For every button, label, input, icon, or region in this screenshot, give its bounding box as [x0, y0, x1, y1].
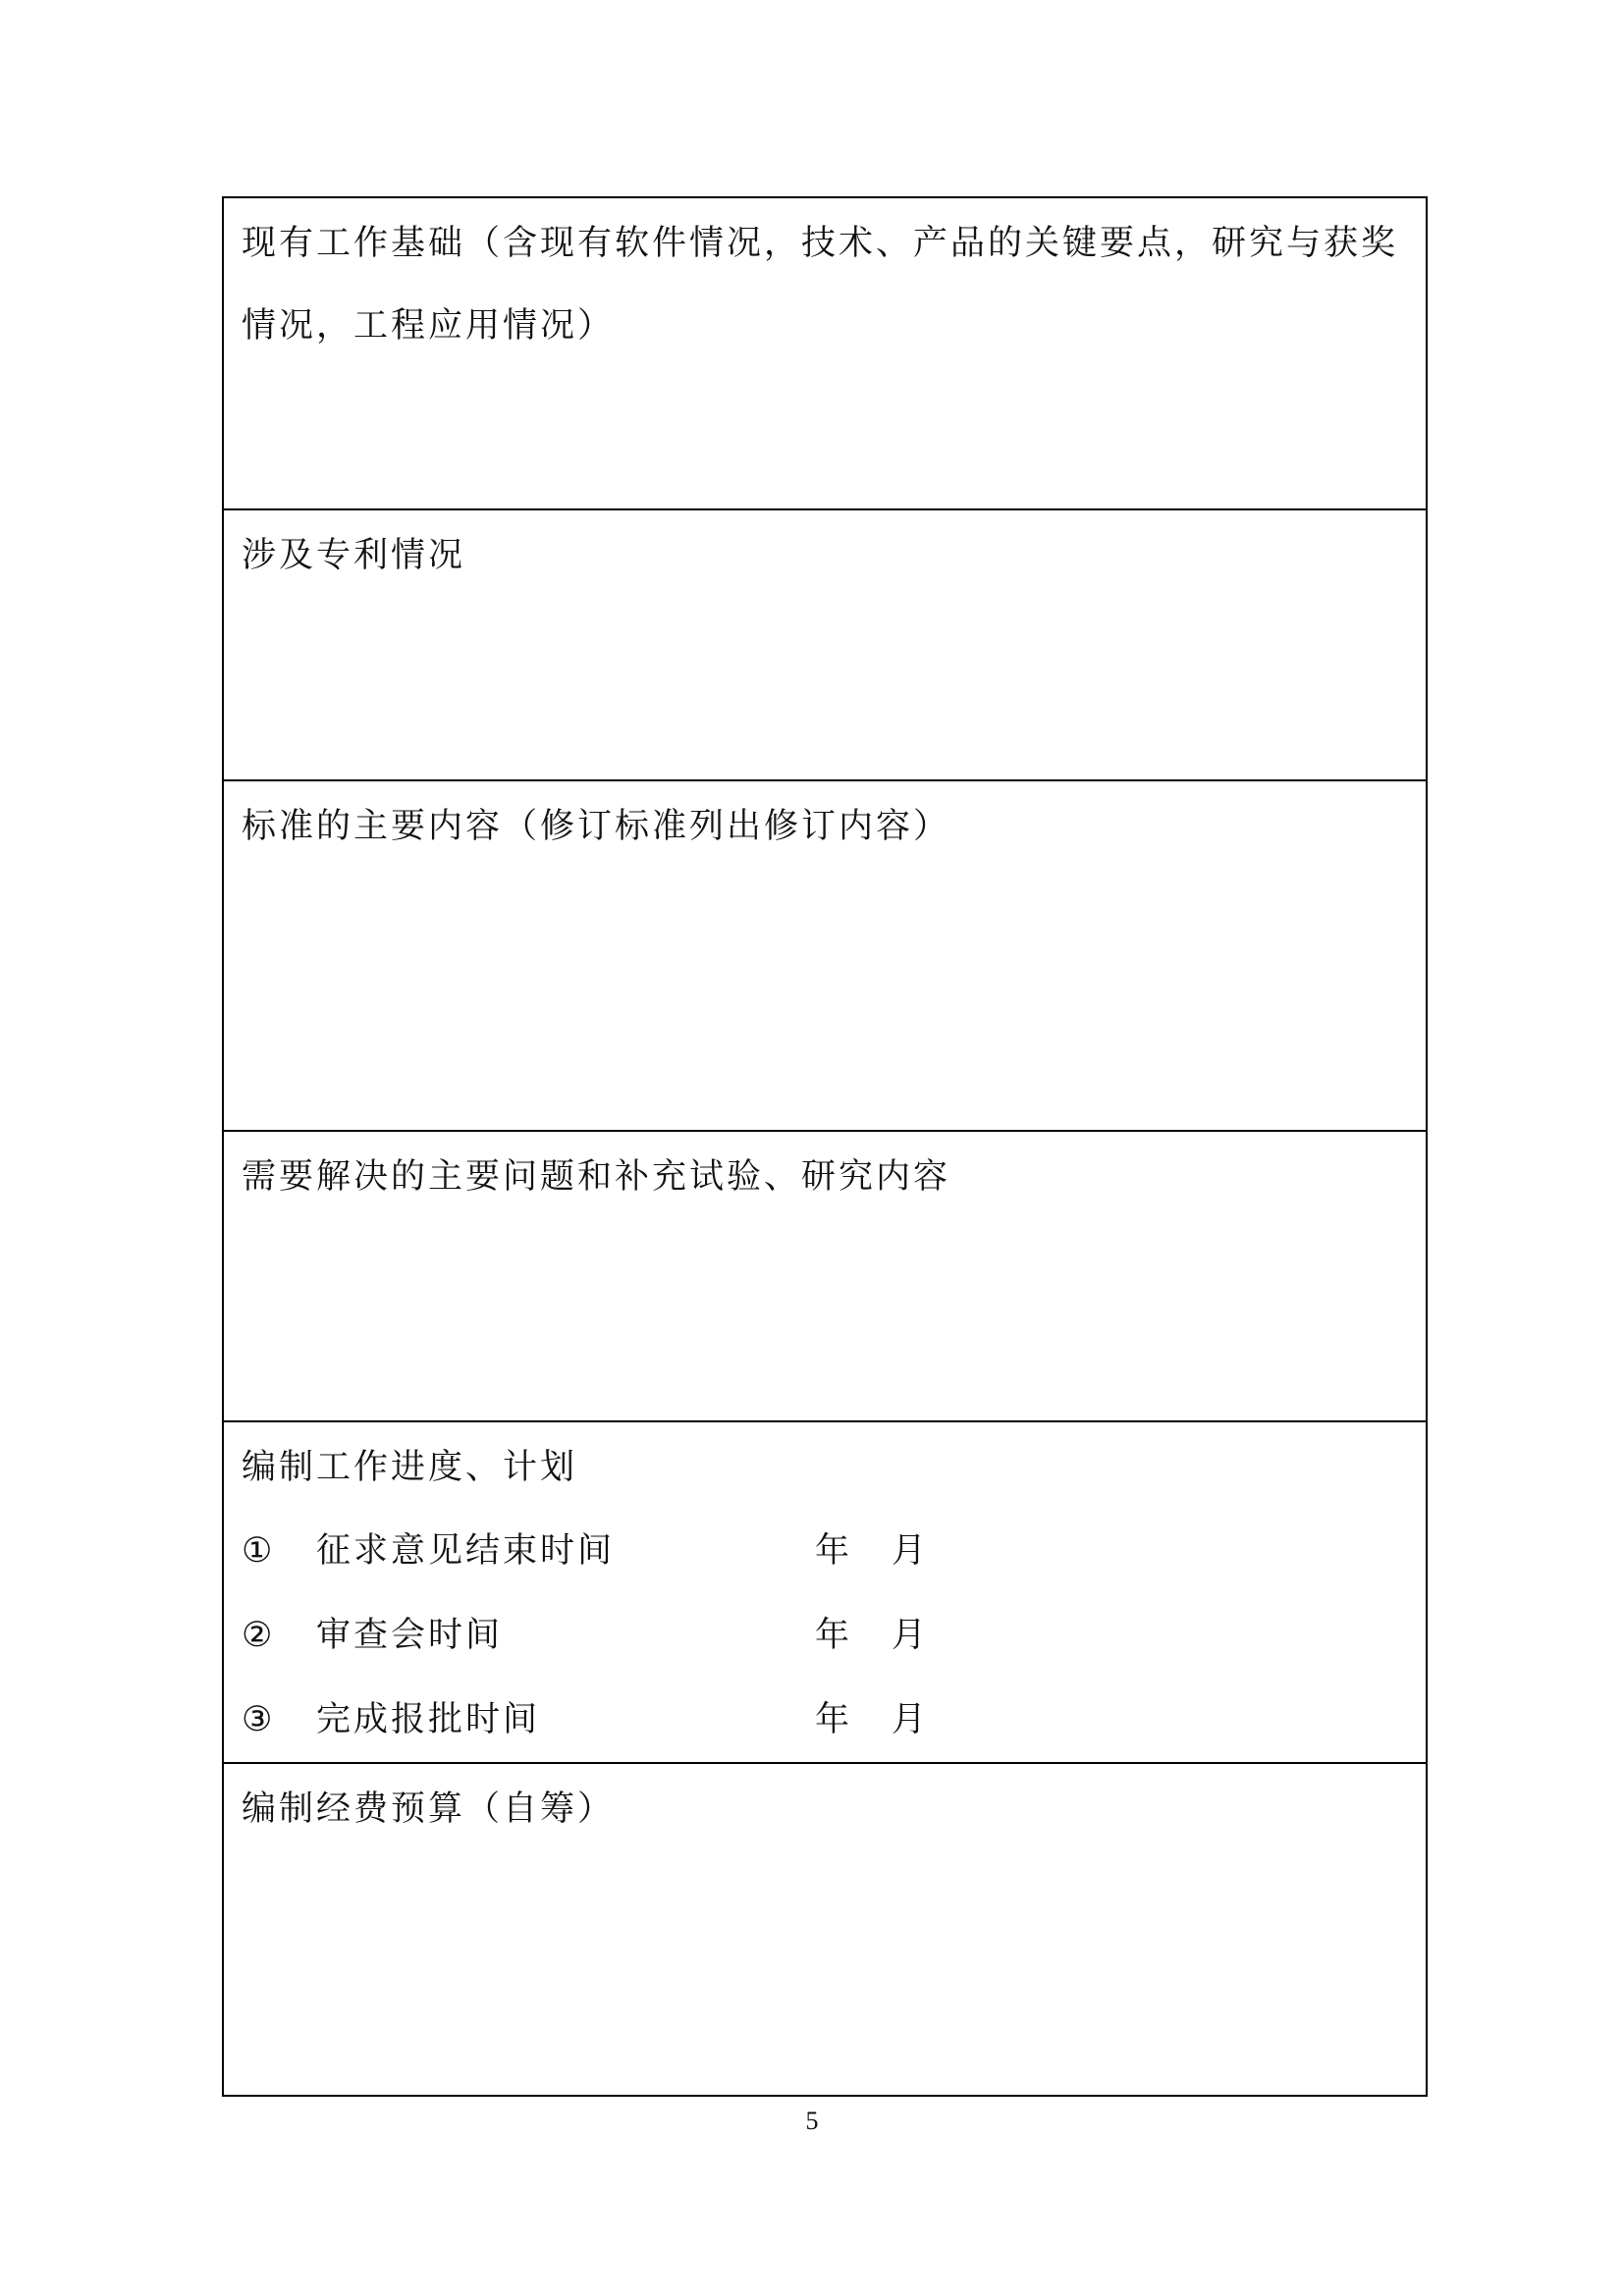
section-label: 标准的主要内容（修订标准列出修订内容）: [242, 807, 951, 846]
section-work-foundation: [224, 198, 1426, 510]
section-main-content: [224, 781, 1426, 1132]
row-number: ①: [242, 1531, 276, 1571]
row-year: 年: [815, 1700, 853, 1739]
section-main-problems: [224, 1132, 1426, 1422]
section-schedule: [224, 1422, 1426, 1764]
section-budget: [224, 1764, 1426, 2095]
section-label: 编制工作进度、计划: [242, 1448, 578, 1487]
form-table: [222, 196, 1428, 2097]
row-month: 月: [892, 1700, 930, 1739]
page-number: 5: [805, 2107, 819, 2135]
row-number: ②: [242, 1616, 276, 1655]
section-patents: [224, 510, 1426, 781]
schedule-row: [242, 1678, 1406, 1762]
section-label: 编制经费预算（自筹）: [242, 1789, 616, 1829]
row-month: 月: [892, 1616, 930, 1655]
row-text: 完成报批时间: [316, 1700, 541, 1739]
section-label: 涉及专利情况: [242, 536, 466, 575]
row-text: 审查会时间: [316, 1616, 504, 1655]
row-number: ③: [242, 1700, 276, 1739]
row-year: 年: [815, 1531, 853, 1571]
row-year: 年: [815, 1616, 853, 1655]
schedule-row: [242, 1593, 1406, 1678]
row-text: 征求意见结束时间: [316, 1531, 616, 1571]
schedule-row: [242, 1509, 1406, 1593]
section-label: 需要解决的主要问题和补充试验、研究内容: [242, 1157, 951, 1197]
section-label: 现有工作基础（含现有软件情况，技术、产品的关键要点，研究与获奖情况，工程应用情况）: [242, 224, 1399, 346]
row-month: 月: [892, 1531, 930, 1571]
